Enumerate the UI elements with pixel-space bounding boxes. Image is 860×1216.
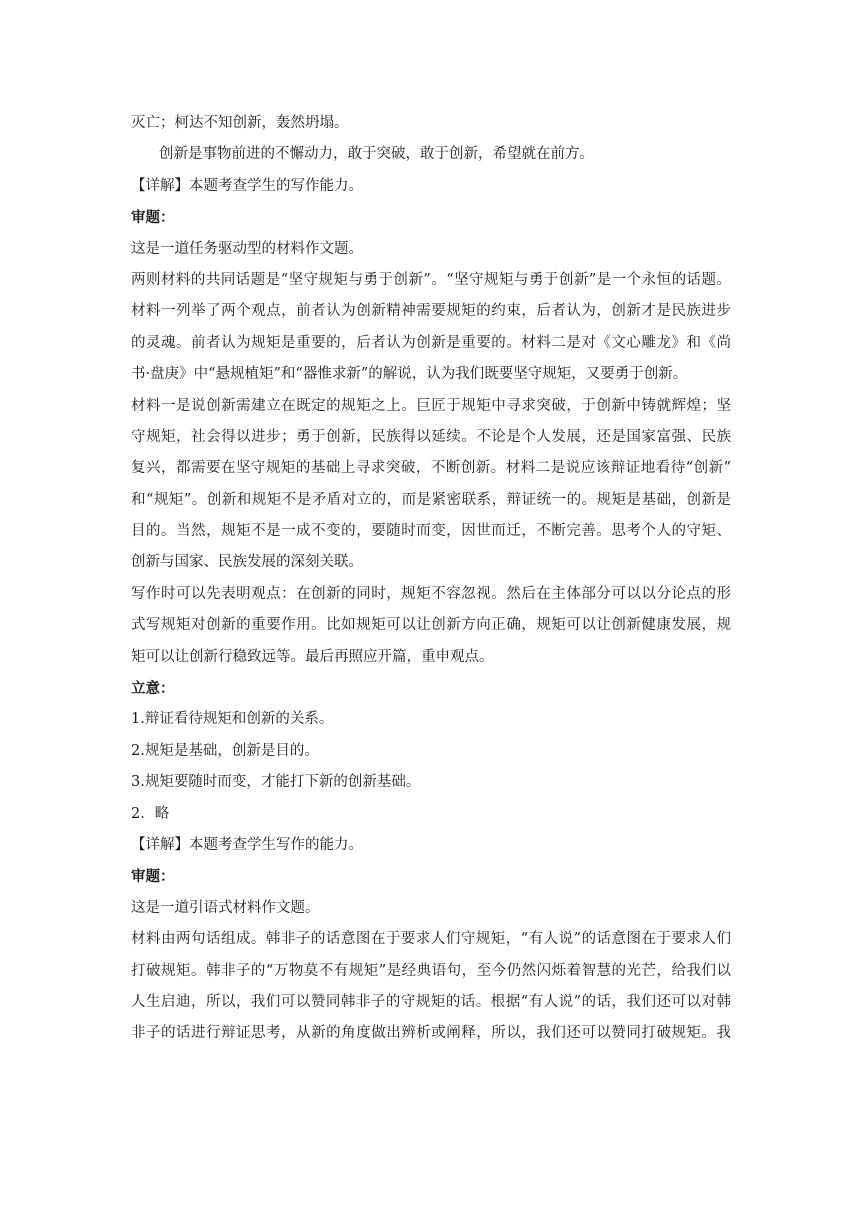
text-line: 矩可以让创新行稳致远等。最后再照应开篇，重申观点。	[131, 648, 494, 665]
text-line: 这是一道引语式材料作文题。	[131, 899, 320, 916]
text-line: 【详解】本题考查学生的写作能力。	[131, 177, 363, 194]
text-line: 人生启迪，所以，我们可以赞同韩非子的守规矩的话。根据“有人说”的话，我们还可以对韩	[131, 993, 731, 1010]
text-line: 非子的话进行辩证思考，从新的角度做出辨析或阐释，所以，我们还可以赞同打破规矩。我	[131, 1025, 731, 1042]
text-line: 写作时可以先表明观点：在创新的同时，规矩不容忽视。然后在主体部分可以以分论点的形	[131, 585, 731, 602]
text-line: 书·盘庚》中“悬规植矩”和“器惟求新”的解说，认为我们既要坚守规矩，又要勇于创新。	[131, 366, 688, 383]
list-item: 2.规矩是基础，创新是目的。	[131, 742, 319, 759]
list-item: 1.辩证看待规矩和创新的关系。	[131, 711, 334, 728]
text-line: 复兴，都需要在坚守规矩的基础上寻求突破，不断创新。材料二是说应该辩证地看待“创新”	[131, 460, 731, 477]
text-line: 守规矩，社会得以进步；勇于创新，民族得以延续。不论是个人发展，还是国家富强、民族	[131, 428, 731, 445]
text-line: 材料一列举了两个观点，前者认为创新精神需要规矩的约束，后者认为，创新才是民族进步	[131, 303, 731, 320]
text-line: 材料由两句话组成。韩非子的话意图在于要求人们守规矩，“有人说”的话意图在于要求人们	[131, 931, 731, 948]
text-line: 这是一道任务驱动型的材料作文题。	[131, 240, 363, 257]
section-heading: 审题：	[131, 209, 175, 227]
question-number: 2．略	[131, 805, 170, 822]
section-heading: 审题：	[131, 868, 175, 886]
list-item: 3.规矩要随时而变，才能打下新的创新基础。	[131, 774, 421, 791]
text-line: 打破规矩。韩非子的“万物莫不有规矩”是经典语句，至今仍然闪烁着智慧的光芒，给我们以	[131, 962, 731, 979]
text-line: 创新与国家、民族发展的深刻关联。	[131, 554, 363, 571]
section-heading: 立意：	[131, 680, 175, 698]
text-line: 创新是事物前进的不懈动力，敢于突破，敢于创新，希望就在前方。	[159, 146, 594, 163]
text-line: 和“规矩”。创新和规矩不是矛盾对立的，而是紧密联系，辩证统一的。规矩是基础，创新是	[131, 491, 731, 508]
text-line: 目的。当然，规矩不是一成不变的，要随时而变，因世而迁，不断完善。思考个人的守矩、	[131, 523, 731, 540]
text-line: 两则材料的共同话题是“坚守规矩与勇于创新”。“坚守规矩与勇于创新”是一个永恒的话题。	[131, 271, 731, 288]
document-body	[131, 108, 731, 1050]
text-line: 的灵魂。前者认为规矩是重要的，后者认为创新是重要的。材料二是对《文心雕龙》和《尚	[131, 334, 731, 351]
text-line: 式写规矩对创新的重要作用。比如规矩可以让创新方向正确，规矩可以让创新健康发展，规	[131, 617, 731, 634]
text-line: 灭亡；柯达不知创新，轰然坍塌。	[131, 115, 349, 131]
text-line: 【详解】本题考查学生写作的能力。	[131, 836, 363, 853]
text-line: 材料一是说创新需建立在既定的规矩之上。巨匠于规矩中寻求突破，于创新中铸就辉煌；坚	[131, 397, 731, 414]
